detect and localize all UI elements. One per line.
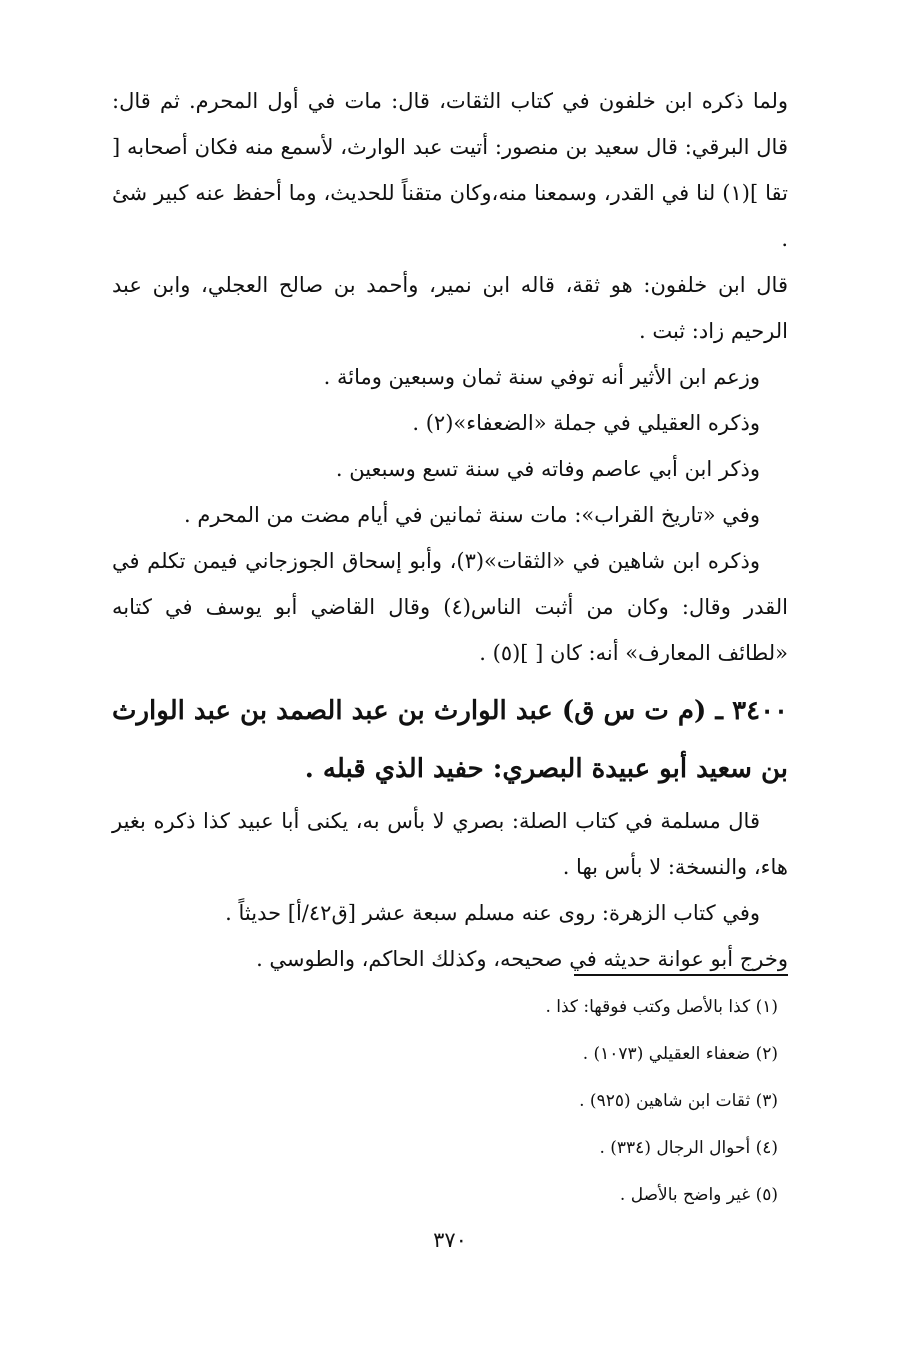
footnote-2: (٢) ضعفاء العقيلي (١٠٧٣) . <box>582 1044 778 1064</box>
paragraph-4: وذكره العقيلي في جملة «الضعفاء»(٢) . <box>412 411 760 435</box>
paragraph-2: قال ابن خلفون: هو ثقة، قاله ابن نمير، وأحمد بن صالح العجلي، وابن عبد الرحيم زاد: ثبت . <box>112 273 788 343</box>
entry-heading: ٣٤٠٠ ـ (م ت س ق) عبد الوارث بن عبد الصمد بن عبد الوارث بن سعيد أبو عبيدة البصري: حفيد الذي قبله . <box>112 696 788 784</box>
paragraph-3: وزعم ابن الأثير أنه توفي سنة ثمان وسبعين ومائة . <box>323 365 760 389</box>
footnote-3: (٣) ثقات ابن شاهين (٩٢٥) . <box>579 1091 778 1111</box>
entry-paragraph-1: قال مسلمة في كتاب الصلة: بصري لا بأس به، يكنى أبا عبيد كذا ذكره بغير هاء، والنسخة: لا بأس بها . <box>112 809 788 879</box>
paragraph-7: وذكره ابن شاهين في «الثقات»(٣)، وأبو إسحاق الجوزجاني فيمن تكلم في القدر وقال: وكان من أثبت الناس(٤) وقال القاضي أبو يوسف في كتابه «لطائف المعارف» أنه: كان [ ](٥) . <box>112 549 789 665</box>
footnote-1: (١) كذا بالأصل وكتب فوقها: كذا . <box>545 997 778 1017</box>
entry-paragraph-3: وخرج أبو عوانة حديثه في صحيحه، وكذلك الحاكم، والطوسي . <box>256 947 788 971</box>
entry-paragraph-2: وفي كتاب الزهرة: روى عنه مسلم سبعة عشر [ق٤٢/أ] حديثاً . <box>225 901 760 925</box>
main-text <box>112 78 788 982</box>
paragraph-1: ولما ذكره ابن خلفون في كتاب الثقات، قال: مات في أول المحرم. ثم قال: قال البرقي: قال سعيد بن منصور: أتيت عبد الوارث، لأسمع منه فكان أصحابه [ تقا ](١) لنا في القدر، وسمعنا منه،وكان متقناً للحديث، وما أحفظ عنه كبير شئ . <box>112 89 788 251</box>
footnote-divider <box>574 974 788 976</box>
footnote-4: (٤) أحوال الرجال (٣٣٤) . <box>599 1138 778 1158</box>
page-number: ٣٧٠ <box>433 1228 467 1252</box>
footnotes <box>218 984 778 1219</box>
footnote-5: (٥) غير واضح بالأصل . <box>619 1185 778 1205</box>
paragraph-5: وذكر ابن أبي عاصم وفاته في سنة تسع وسبعين . <box>335 457 760 481</box>
paragraph-6: وفي «تاريخ القراب»: مات سنة ثمانين في أيام مضت من المحرم . <box>183 503 760 527</box>
